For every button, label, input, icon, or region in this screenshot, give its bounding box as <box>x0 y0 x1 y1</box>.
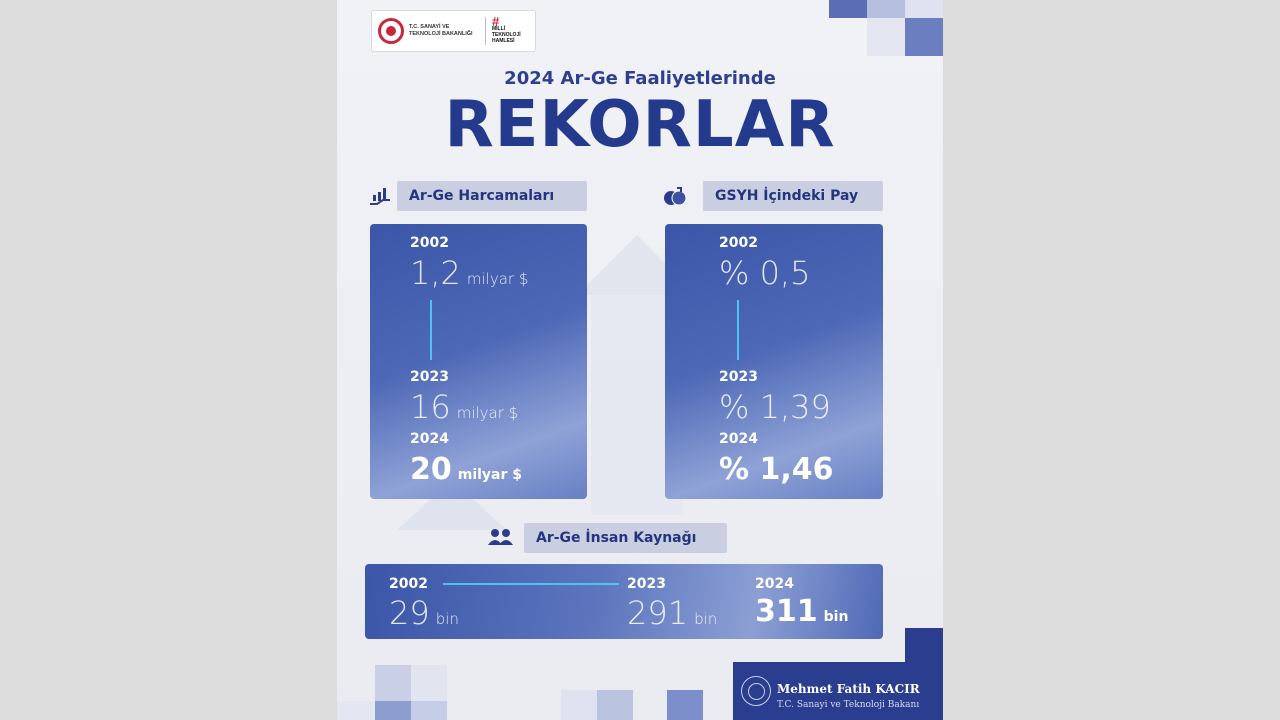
stat-number: 29 <box>389 594 430 632</box>
chart-growth-icon <box>369 184 391 209</box>
stat-value <box>410 254 528 292</box>
year-label: 2002 <box>410 235 449 251</box>
footer-signature <box>733 662 943 720</box>
decor-tile <box>375 701 411 720</box>
stat-value-highlight: % 1,46 <box>719 452 834 487</box>
year-label: 2002 <box>719 235 758 251</box>
decor-tile <box>411 665 447 701</box>
decor-tile <box>337 701 375 720</box>
minister-name: Mehmet Fatih KACIR <box>777 682 920 696</box>
stat-value <box>627 594 717 632</box>
stat-number: 20 <box>410 452 452 487</box>
year-label: 2024 <box>719 431 758 447</box>
people-icon <box>487 527 515 550</box>
stat-unit: milyar $ <box>466 270 529 288</box>
ministry-emblem-icon <box>378 18 404 44</box>
decor-tile <box>905 0 943 18</box>
page-subtitle: 2024 Ar-Ge Faaliyetlerinde <box>504 68 776 89</box>
ministry-seal-icon <box>741 676 771 706</box>
decor-tile <box>375 665 411 701</box>
stat-value: % 1,39 <box>719 388 831 426</box>
spending-card <box>370 224 587 499</box>
decor-tile <box>411 701 447 720</box>
decor-tile <box>829 0 867 18</box>
year-label: 2023 <box>627 576 666 592</box>
stat-unit: bin <box>694 610 718 628</box>
stat-unit: milyar $ <box>456 404 519 422</box>
ministry-logo <box>371 10 536 52</box>
minister-role: T.C. Sanayi ve Teknoloji Bakanı <box>777 700 920 710</box>
decor-tile <box>905 18 943 56</box>
hashtag-text: MİLLİ TEKNOLOJİ HAMLESİ <box>492 26 521 44</box>
year-label: 2023 <box>410 369 449 385</box>
infographic-poster <box>337 0 943 720</box>
hashtag-symbol: # <box>492 14 500 29</box>
stat-unit: bin <box>823 609 849 625</box>
hashtag-logo <box>492 14 526 44</box>
stat-value <box>389 594 459 632</box>
logo-divider <box>485 17 486 45</box>
decor-tile <box>867 0 905 18</box>
section-label-spending: Ar-Ge Harcamaları <box>397 181 587 211</box>
decor-tile <box>667 690 703 720</box>
year-label: 2024 <box>755 576 794 592</box>
stat-value <box>410 388 518 426</box>
page-title: REKORLAR <box>444 88 836 162</box>
decor-tile <box>867 18 905 56</box>
coins-icon <box>663 185 687 210</box>
stat-number: 291 <box>627 594 689 632</box>
timeline-connector <box>430 300 432 360</box>
year-label: 2023 <box>719 369 758 385</box>
gdp-share-card <box>665 224 883 499</box>
stat-value-highlight <box>755 594 848 629</box>
decor-tile <box>597 690 633 720</box>
stat-number: 311 <box>755 594 818 629</box>
human-resources-card <box>365 564 883 639</box>
year-label: 2002 <box>389 576 428 592</box>
decor-tile <box>905 628 943 662</box>
stat-number: 16 <box>410 388 451 426</box>
org-name: T.C. SANAYİ VE TEKNOLOJİ BAKANLIĞI <box>409 24 473 37</box>
year-label: 2024 <box>410 431 449 447</box>
timeline-connector <box>737 300 739 360</box>
stat-value: % 0,5 <box>719 254 811 292</box>
stat-unit: milyar $ <box>457 467 523 483</box>
timeline-connector <box>443 583 619 585</box>
section-label-gdp: GSYH İçindeki Pay <box>703 181 883 211</box>
stat-number: 1,2 <box>410 254 461 292</box>
section-label-human-resources: Ar-Ge İnsan Kaynağı <box>524 523 727 553</box>
stat-unit: bin <box>435 610 459 628</box>
stat-value-highlight <box>410 452 522 487</box>
decor-tile <box>561 690 597 720</box>
